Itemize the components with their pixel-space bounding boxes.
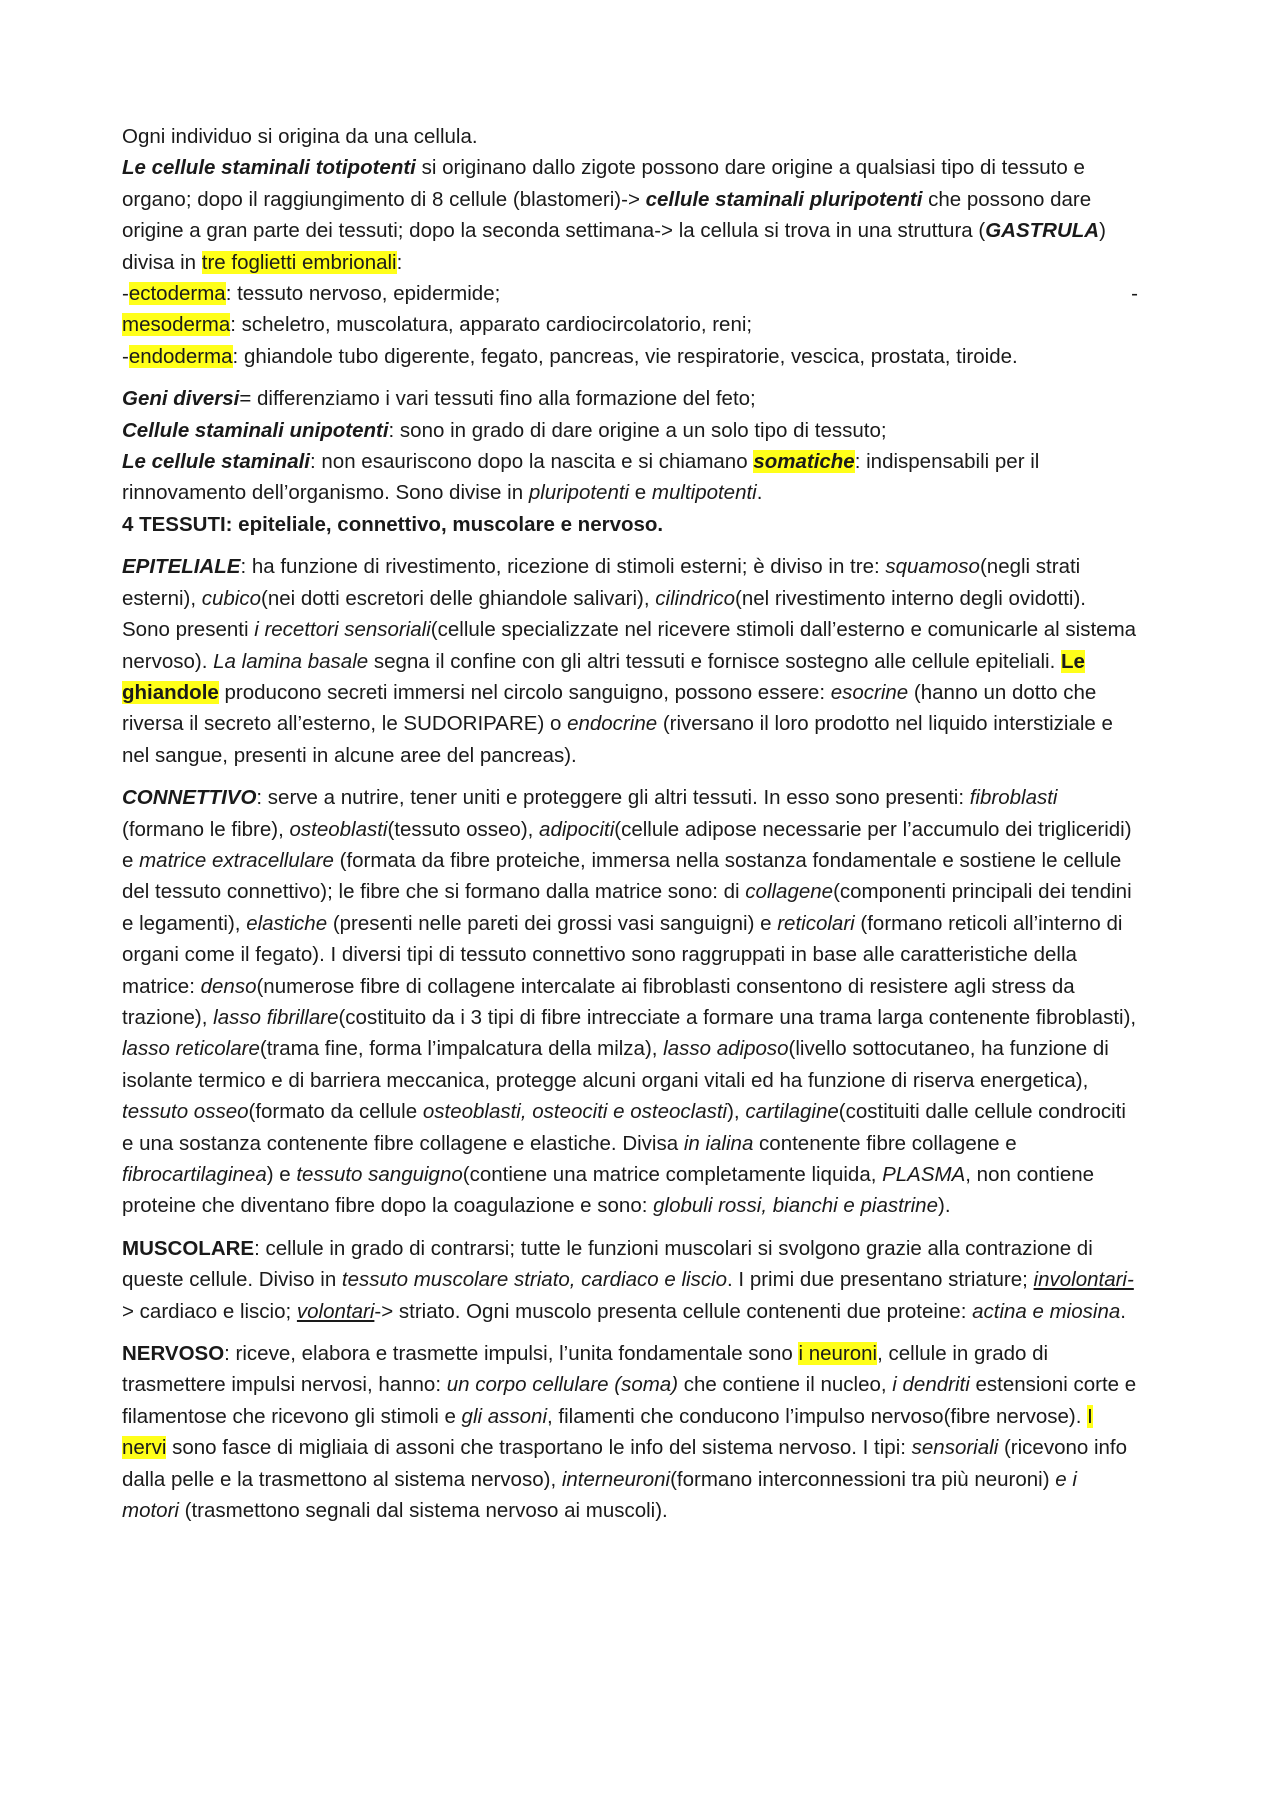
heading-nervoso: NERVOSO — [122, 1342, 225, 1366]
epiteliale-paragraph: EPITELIALE: ha funzione di rivestimento, ricezione di stimoli esterni; è diviso in tre: squamoso(negli strati esterni), cubico(nei dotti escretori delle ghiandole salivari), cilindrico(nel rivestimento interno degli ovidotti). Sono presenti i recettori sensoriali(cellule specializzate nel ricevere stimoli dall’esterno e comunicarle al sistema nervoso). La lamina basale segna il confine con gli altri tessuti e fornisce sostegno alle cellule epiteliali. Le ghiandole producono secreti immersi nel circolo sanguigno, possono essere: esocrine (hanno un dotto che riversa il secreto all’esterno, le SUDORIPARE) o endocrine (riversano il loro prodotto nel liquido interstiziale e nel sangue, presenti in alcune aree del pancreas). — [122, 555, 1137, 767]
mesoderma-line: mesoderma: scheletro, muscolatura, apparato cardiocircolatorio, reni; — [122, 313, 753, 337]
intro-paragraph — [122, 121, 1138, 372]
term-geni-diversi: Geni diversi — [122, 387, 240, 411]
term-staminali: Le cellule staminali — [122, 450, 310, 474]
highlight-somatiche: somatiche — [753, 450, 855, 474]
term-involontari: involontari- — [1033, 1268, 1134, 1292]
ectoderma-line: -ectoderma: tessuto nervoso, epidermide; - — [122, 278, 1138, 309]
term-unipotenti: Cellule staminali unipotenti — [122, 418, 389, 442]
term-pluripotenti: cellule staminali pluripotenti — [645, 187, 923, 211]
intro-line: Ogni individuo si origina da una cellula. — [122, 125, 478, 148]
tessuti-heading: 4 TESSUTI: epiteliale, connettivo, muscolare e nervoso. — [122, 512, 664, 536]
term-totipotenti: Le cellule staminali totipotenti — [122, 156, 416, 180]
heading-epiteliale: EPITELIALE — [122, 555, 241, 579]
highlight-foglietti: tre foglietti embrionali — [201, 250, 397, 274]
term-volontari: volontari — [296, 1299, 375, 1323]
muscolare-paragraph: MUSCOLARE: cellule in grado di contrarsi; tutte le funzioni muscolari si svolgono grazie alla contrazione di queste cellule. Diviso in tessuto muscolare striato, cardiaco e liscio. I primi due presentano striature; involontari-> cardiaco e liscio; volontari-> striato. Ogni muscolo presenta cellule contenenti due proteine: actina e miosina. — [122, 1236, 1134, 1323]
highlight-ectoderma: ectoderma — [128, 282, 226, 306]
endoderma-line: -endoderma: ghiandole tubo digerente, fegato, pancreas, vie respiratorie, vescica, prostata, tiroide. — [122, 344, 1018, 368]
intro-body: Le cellule staminali totipotenti si originano dallo zigote possono dare origine a qualsiasi tipo di tessuto e organo; dopo il raggiungimento di 8 cellule (blastomeri)-> cellule staminali pluripotenti che possono dare origine a gran parte dei tessuti; dopo la seconda settimana-> la cellula si trova in una struttura (GASTRULA) divisa in tre foglietti embrionali: — [122, 156, 1106, 274]
heading-muscolare: MUSCOLARE — [122, 1236, 255, 1260]
highlight-ghiandole: Le ghiandole — [122, 649, 1085, 704]
term-gastrula: GASTRULA — [985, 219, 1100, 243]
nervoso-paragraph: NERVOSO: riceve, elabora e trasmette impulsi, l’unita fondamentale sono i neuroni, cellule in grado di trasmettere impulsi nervosi, hanno: un corpo cellulare (soma) che contiene il nucleo, i dendriti estensioni corte e filamentose che ricevono gli stimoli e gli assoni, filamenti che conducono l’impulso nervoso(fibre nervose). I nervi sono fasce di migliaia di assoni che trasportano le info del sistema nervoso. I tipi: sensoriali (ricevono info dalla pelle e la trasmettono al sistema nervoso), interneuroni(formano interconnessioni tra più neuroni) e i motori (trasmettono segnali dal sistema nervoso ai muscoli). — [122, 1342, 1137, 1523]
trailing-dash: - — [1131, 282, 1138, 306]
highlight-neuroni: i neuroni — [798, 1342, 878, 1366]
document-page — [122, 121, 1138, 1526]
highlight-nervi: I nervi — [122, 1404, 1093, 1460]
heading-connettivo: CONNETTIVO — [122, 786, 257, 810]
highlight-mesoderma: mesoderma — [122, 313, 231, 337]
highlight-endoderma: endoderma — [128, 344, 233, 368]
geni-paragraph: Geni diversi= differenziamo i vari tessuti fino alla formazione del feto; Cellule staminali unipotenti: sono in grado di dare origine a un solo tipo di tessuto; Le cellule staminali: non esauriscono dopo la nascita e si chiamano somatiche: indispensabili per il rinnovamento dell’organismo. Sono divise in pluripotenti e multipotenti. 4 TESSUTI: epiteliale, connettivo, muscolare e nervoso. — [122, 387, 1040, 536]
connettivo-paragraph: CONNETTIVO: serve a nutrire, tener uniti e proteggere gli altri tessuti. In esso sono presenti: fibroblasti (formano le fibre), osteoblasti(tessuto osseo), adipociti(cellule adipose necessarie per l’accumulo dei trigliceridi) e matrice extracellulare (formata da fibre proteiche, immersa nella sostanza fondamentale e sostiene le cellule del tessuto connettivo); le fibre che si formano dalla matrice sono: di collagene(componenti principali dei tendini e legamenti), elastiche (presenti nelle pareti dei grossi vasi sanguigni) e reticolari (formano reticoli all’interno di organi come il fegato). I diversi tipi di tessuto connettivo sono raggruppati in base alle caratteristiche della matrice: denso(numerose fibre di collagene intercalate ai fibroblasti consentono di resistere agli stress da trazione), lasso fibrillare(costituito da i 3 tipi di fibre intrecciate a formare una trama larga contenente fibroblasti), lasso reticolare(trama fine, forma l’impalcatura della milza), lasso adiposo(livello sottocutaneo, ha funzione di isolante termico e di barriera meccanica, protegge alcuni organi vitali ed ha funzione di riserva energetica), tessuto osseo(formato da cellule osteoblasti, osteociti e osteoclasti), cartilagine(costituiti dalle cellule condrociti e una sostanza contenente fibre collagene e elastiche. Divisa in ialina contenente fibre collagene e fibrocartilaginea) e tessuto sanguigno(contiene una matrice completamente liquida, PLASMA, non contiene proteine che diventano fibre dopo la coagulazione e sono: globuli rossi, bianchi e piastrine). — [122, 786, 1137, 1218]
